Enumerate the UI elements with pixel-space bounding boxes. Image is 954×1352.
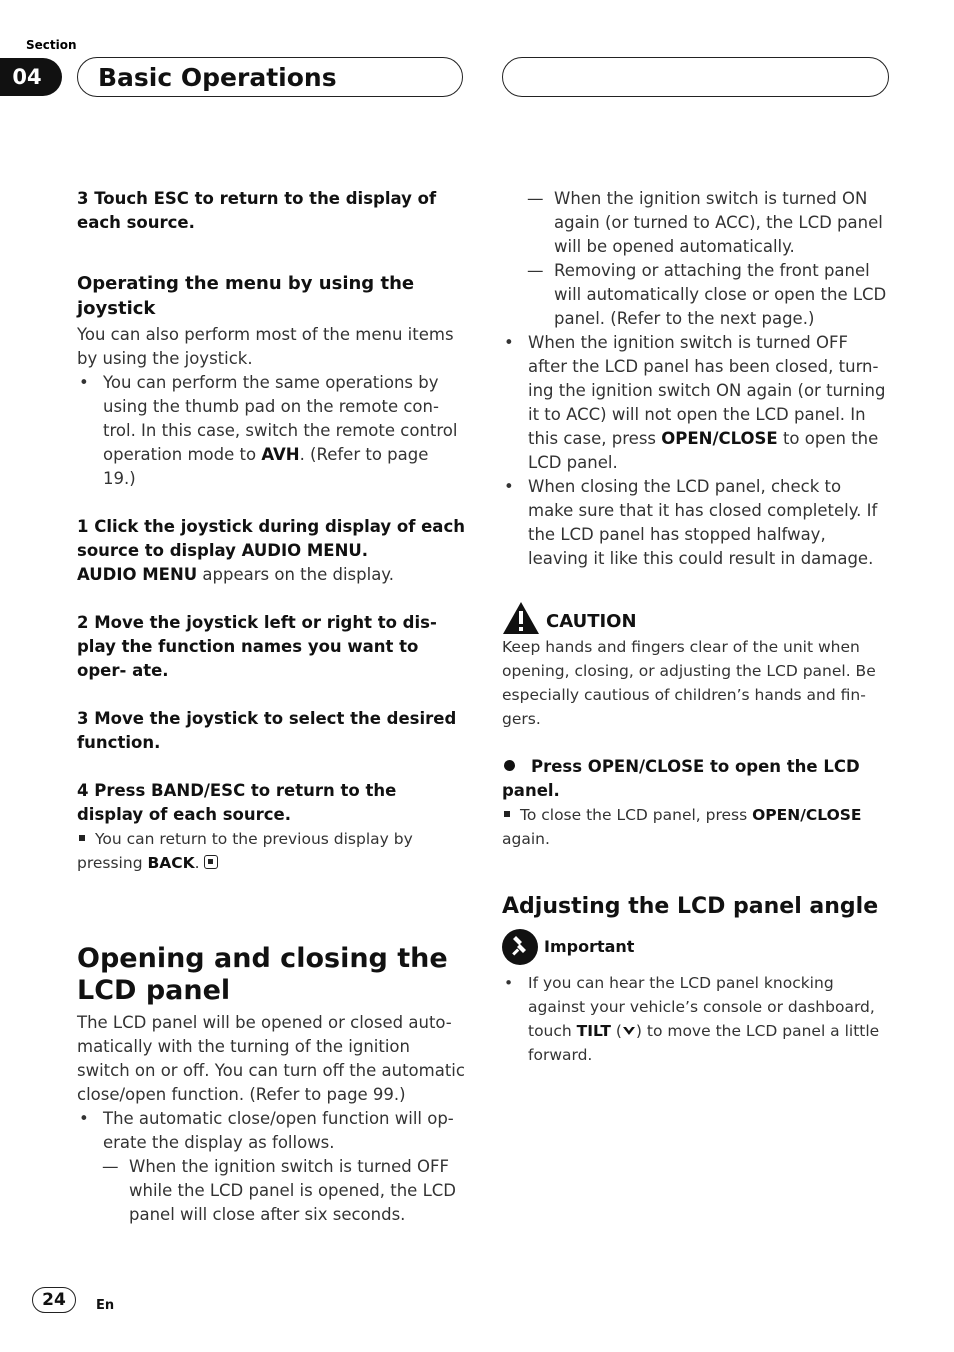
bullet-ignition-off-tail: to open the LCD panel. bbox=[528, 429, 879, 472]
step4-note bbox=[77, 827, 465, 875]
page-language: En bbox=[96, 1298, 115, 1313]
step-press-band-esc: 4 Press BAND/ESC to return to the display of each source. bbox=[77, 781, 397, 824]
left-column bbox=[77, 187, 465, 1227]
bullet-closing-check: • When closing the LCD panel, check to make sure that it has closed completely. If the LCD panel has stopped halfway, leaving it like this could result in damage. bbox=[502, 475, 890, 571]
step-select-function: 3 Move the joystick to select the desired function. bbox=[77, 709, 457, 752]
important-text-a: If you can hear the LCD panel knocking against your vehicle’s console or dashboard, touch bbox=[528, 974, 875, 1040]
note-square-icon bbox=[504, 811, 510, 817]
end-mark-icon bbox=[204, 855, 218, 869]
open-close-label: OPEN/CLOSE bbox=[661, 429, 778, 448]
bullet-ignition-off-text: When the ignition switch is turned OFF after the LCD panel has been closed, turn- ing the ignition switch ON again (or turning it to ACC) will not open the LCD panel. In this case, press bbox=[528, 333, 886, 448]
step4-note-text: You can return to the previous display by pressing bbox=[77, 830, 413, 872]
open-close-label: OPEN/CLOSE bbox=[752, 806, 862, 824]
dash-front-panel-text: Removing or attaching the front panel will automatically close or open the LCD panel. (Refer to the next page.) bbox=[554, 261, 887, 328]
dash-front-panel bbox=[502, 259, 890, 331]
page-number: 24 bbox=[32, 1287, 76, 1313]
important-bullet bbox=[502, 971, 890, 1067]
header-blank-frame bbox=[502, 57, 889, 97]
important-hand-icon bbox=[502, 929, 538, 965]
warning-triangle-icon bbox=[502, 601, 540, 635]
important-text-b: ( bbox=[610, 1022, 622, 1040]
tilt-label: TILT bbox=[576, 1022, 611, 1040]
angle-heading: Adjusting the LCD panel angle bbox=[502, 894, 879, 919]
caution-text: Keep hands and fingers clear of the unit when opening, closing, or adjusting the LCD panel. Be especially cautious of children’s hands and fin- gers. bbox=[502, 638, 876, 728]
step1-result bbox=[77, 563, 465, 587]
dash-mark: — bbox=[527, 189, 544, 208]
dash-ignition-on bbox=[502, 187, 890, 259]
menu-joystick-bullet bbox=[77, 371, 465, 491]
step-circle-icon bbox=[504, 760, 515, 771]
important-title: Important bbox=[544, 937, 635, 956]
section-title: Basic Operations bbox=[77, 57, 463, 97]
lcd-panel-intro: The LCD panel will be opened or closed auto- matically with the turning of the ignition switch on or off. You can turn off the automatic close/open function. (Refer to page 99.) bbox=[77, 1013, 465, 1104]
lcd-panel-bullet: • The automatic close/open function will op- erate the display as follows. bbox=[77, 1107, 465, 1155]
avh-label: AVH bbox=[261, 445, 300, 464]
section-number-tab: 04 bbox=[0, 58, 62, 96]
section-label: Section bbox=[26, 38, 77, 52]
note-square-icon bbox=[79, 835, 85, 841]
step4-note-tail: . bbox=[194, 854, 200, 872]
step-touch-esc: 3 Touch ESC to return to the display of each source. bbox=[77, 189, 437, 232]
bullet-ignition-off bbox=[502, 331, 890, 475]
dash-mark: — bbox=[527, 261, 544, 280]
lcd-dash-off-text: When the ignition switch is turned OFF while the LCD panel is opened, the LCD panel will close after six seconds. bbox=[129, 1157, 456, 1224]
bullet-text: You can perform the same operations by using the thumb pad on the remote con- trol. In this case, switch the remote control operation mode to bbox=[103, 373, 458, 464]
step-move-left-right: 2 Move the joystick left or right to dis- play the function names you want to oper- ate. bbox=[77, 613, 437, 680]
dash-ignition-on-text: When the ignition switch is turned ON again (or turned to ACC), the LCD panel will be opened automatically. bbox=[554, 189, 883, 256]
right-column bbox=[502, 187, 890, 1067]
chevron-down-icon bbox=[622, 1025, 636, 1037]
menu-joystick-heading: Operating the menu by using the joystick bbox=[77, 273, 415, 319]
important-header bbox=[502, 929, 890, 965]
press-note-text: To close the LCD panel, press bbox=[520, 806, 753, 824]
step-click-joystick: 1 Click the joystick during display of each source to display AUDIO MENU. bbox=[77, 517, 465, 560]
audio-menu-label: AUDIO MENU bbox=[77, 565, 198, 584]
caution-title: CAUTION bbox=[546, 611, 637, 632]
press-note-tail: again. bbox=[502, 830, 550, 848]
important-text-c: ) to move the LCD panel a little forward. bbox=[528, 1022, 880, 1064]
lcd-dash-off bbox=[77, 1155, 465, 1227]
bullet-tail: . (Refer to page 19.) bbox=[103, 445, 429, 488]
lcd-panel-heading: Opening and closing the LCD panel bbox=[77, 943, 448, 1006]
press-note bbox=[502, 803, 890, 851]
dash-mark: — bbox=[102, 1157, 119, 1176]
step-press-open-close bbox=[502, 755, 890, 803]
menu-joystick-intro: You can also perform most of the menu items by using the joystick. bbox=[77, 325, 454, 368]
step1-result-text: appears on the display. bbox=[197, 565, 394, 584]
back-label: BACK bbox=[147, 854, 195, 872]
caution-header bbox=[502, 601, 890, 635]
step-press-open-close-text: Press OPEN/CLOSE to open the LCD panel. bbox=[502, 757, 860, 800]
